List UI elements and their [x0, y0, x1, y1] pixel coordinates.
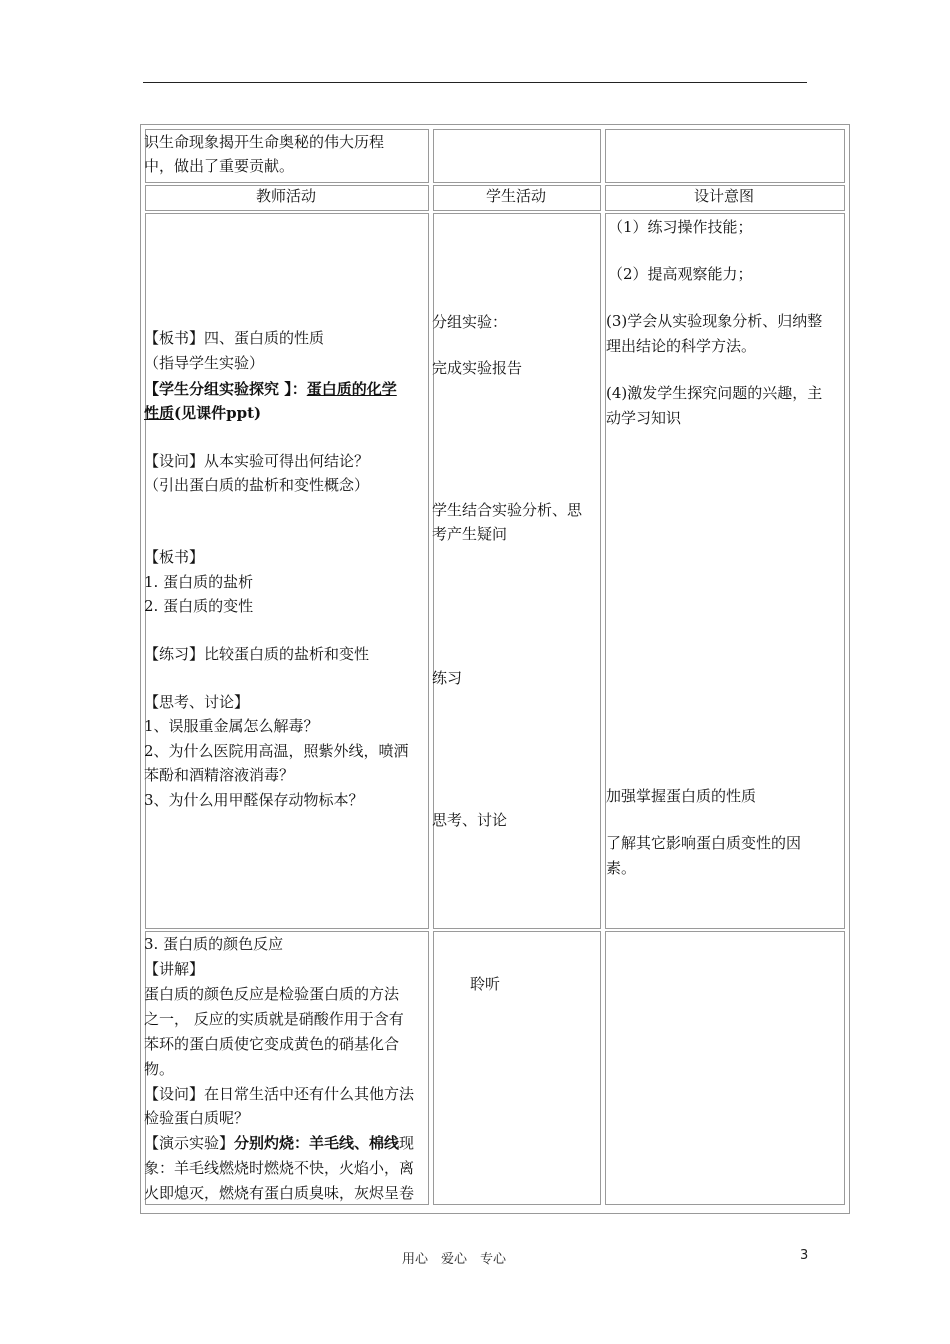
explore-line-2 — [144, 401, 261, 425]
student-report: 完成实验报告 — [432, 359, 523, 377]
explore-label: 【学生分组实验探究 】： — [144, 380, 307, 398]
design-goal-4-line-1: (4)激发学生探究问题的兴趣，主 — [606, 384, 823, 402]
design-goal-2: （2）提高观察能力； — [608, 265, 753, 283]
demo-materials: 分别灼烧：羊毛线、棉线 — [234, 1134, 400, 1152]
header-student: 学生活动 — [485, 187, 546, 205]
section3-demo-line-2: 象：羊毛线燃烧时燃烧不快，火焰小，离 — [144, 1159, 415, 1177]
demo-phenomenon-start: 现 — [399, 1134, 415, 1152]
section3-paragraph-line-3: 苯环的蛋白质使它变成黄色的硝基化合 — [144, 1035, 400, 1053]
section3-paragraph-line-1: 蛋白质的颜色反应是检验蛋白质的方法 — [144, 985, 400, 1003]
student-discussion: 思考、讨论 — [432, 811, 508, 829]
board-heading-1: 【板书】四、蛋白质的性质 — [144, 329, 325, 347]
section3-explain-label: 【讲解】 — [144, 960, 205, 978]
board-heading-2: 【板书】 — [144, 548, 205, 566]
guide-note: （指导学生实验） — [144, 354, 265, 372]
section3-title: 3. 蛋白质的颜色反应 — [144, 935, 284, 953]
question-note: （引出蛋白质的盐析和变性概念） — [144, 476, 370, 494]
design-goal-6-line-1: 了解其它影响蛋白质变性的因 — [606, 834, 802, 852]
design-goal-1: （1）练习操作技能； — [608, 218, 753, 236]
design-goal-3-line-2: 理出结论的科学方法。 — [606, 337, 757, 355]
explore-topic: 蛋白质的化学 — [306, 380, 397, 398]
design-goal-4-line-2: 动学习知识 — [606, 409, 682, 427]
question-conclusion: 【设问】从本实验可得出何结论？ — [144, 452, 370, 470]
design-goal-6-line-2: 素。 — [606, 859, 637, 877]
section3-demo-line-3: 火即熄灭，燃烧有蛋白质臭味，灰烬呈卷 — [144, 1184, 415, 1202]
student-practice: 练习 — [432, 669, 463, 687]
explore-ref: (见课件ppt) — [174, 404, 262, 422]
discussion-q2-line-2: 苯酚和酒精溶液消毒？ — [144, 766, 295, 784]
student-group-experiment: 分组实验： — [432, 313, 508, 331]
section3-question-line-1: 【设问】在日常生活中还有什么其他方法 — [144, 1085, 415, 1103]
student-analysis-line-1: 学生结合实验分析、思 — [432, 501, 583, 519]
page-number: 3 — [800, 1248, 809, 1263]
student-listen: 聆听 — [470, 975, 501, 993]
intro-design-cell — [605, 129, 845, 183]
demo-label: 【演示实验】 — [144, 1134, 235, 1152]
section3-demo-line-1 — [144, 1131, 414, 1155]
board-item-1: 1. 蛋白质的盐析 — [144, 573, 254, 591]
design-goal-3-line-1: (3)学会从实验现象分析、归纳整 — [606, 312, 823, 330]
header-teacher: 教师活动 — [255, 187, 316, 205]
discussion-heading: 【思考、讨论】 — [144, 693, 250, 711]
header-rule — [143, 82, 807, 83]
discussion-q1: 1、误服重金属怎么解毒？ — [144, 717, 319, 735]
explore-line-1 — [144, 377, 397, 401]
header-design: 设计意图 — [693, 187, 754, 205]
section3-question-line-2: 检验蛋白质呢？ — [144, 1109, 250, 1127]
intro-line-2: 中，做出了重要贡献。 — [144, 157, 295, 175]
practice-prompt: 【练习】比较蛋白质的盐析和变性 — [144, 645, 370, 663]
student-analysis-line-2: 考产生疑问 — [432, 525, 508, 543]
footer-motto: 用心 爱心 专心 — [402, 1252, 507, 1267]
design-goal-5: 加强掌握蛋白质的性质 — [606, 787, 757, 805]
section3-paragraph-line-4: 物。 — [144, 1060, 175, 1078]
intro-line-1: 识生命现象揭开生命奥秘的伟大历程 — [144, 133, 385, 151]
explore-topic-end: 性质 — [144, 404, 175, 422]
intro-student-cell — [433, 129, 601, 183]
section3-student-cell — [433, 931, 601, 1205]
discussion-q3: 3、为什么用甲醛保存动物标本？ — [144, 791, 364, 809]
discussion-q2-line-1: 2、为什么医院用高温，照紫外线，喷洒 — [144, 742, 409, 760]
section3-design-cell — [605, 931, 845, 1205]
section3-paragraph-line-2: 之一， 反应的实质就是硝酸作用于含有 — [144, 1010, 404, 1028]
board-item-2: 2. 蛋白质的变性 — [144, 597, 254, 615]
